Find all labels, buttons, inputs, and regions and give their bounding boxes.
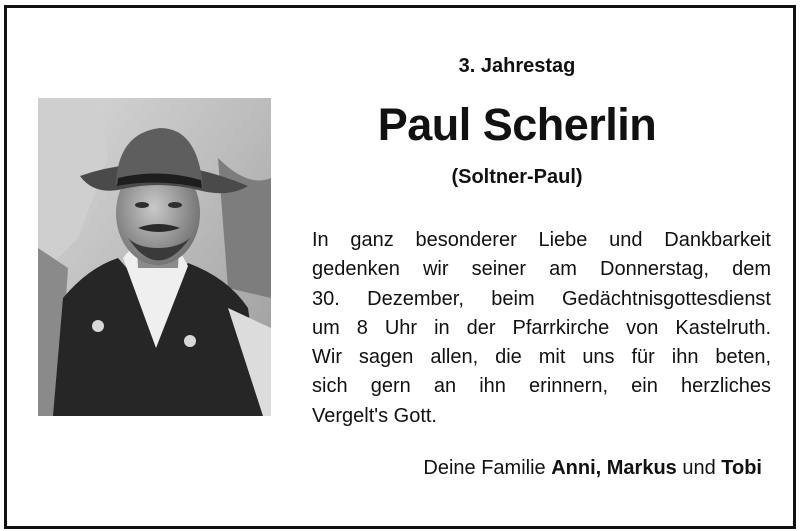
signature-names: Anni, Markus xyxy=(551,457,677,479)
memorial-text-line: um 8 Uhr in der Pfarrkirche von Kastelruth. xyxy=(312,316,771,339)
obituary-notice xyxy=(4,5,796,529)
memorial-text-line: 30. Dezember, beim Gedächtnisgottesdienst xyxy=(312,287,771,310)
memorial-text xyxy=(312,226,771,431)
memorial-text-line: In ganz besonderer Liebe und Dankbarkeit xyxy=(312,229,771,251)
memorial-text-line: sich gern an ihn erinnern, ein herzliches xyxy=(312,375,771,398)
anniversary-heading: 3. Jahrestag xyxy=(458,55,576,77)
memorial-text-line: gedenken wir seiner am Donnerstag, dem xyxy=(312,258,771,281)
portrait-photo xyxy=(38,98,271,416)
signature-prefix: Deine Familie xyxy=(423,457,552,479)
family-signature xyxy=(423,457,762,480)
signature-name: Tobi xyxy=(721,457,762,479)
memorial-text-line: Wir sagen allen, die mit uns für ihn beten, xyxy=(312,346,771,369)
signature-connector: und xyxy=(676,457,722,479)
nickname: (Soltner-Paul) xyxy=(451,166,583,188)
memorial-text-line: Vergelt's Gott. xyxy=(312,404,437,427)
deceased-name: Paul Scherlin xyxy=(377,99,657,150)
